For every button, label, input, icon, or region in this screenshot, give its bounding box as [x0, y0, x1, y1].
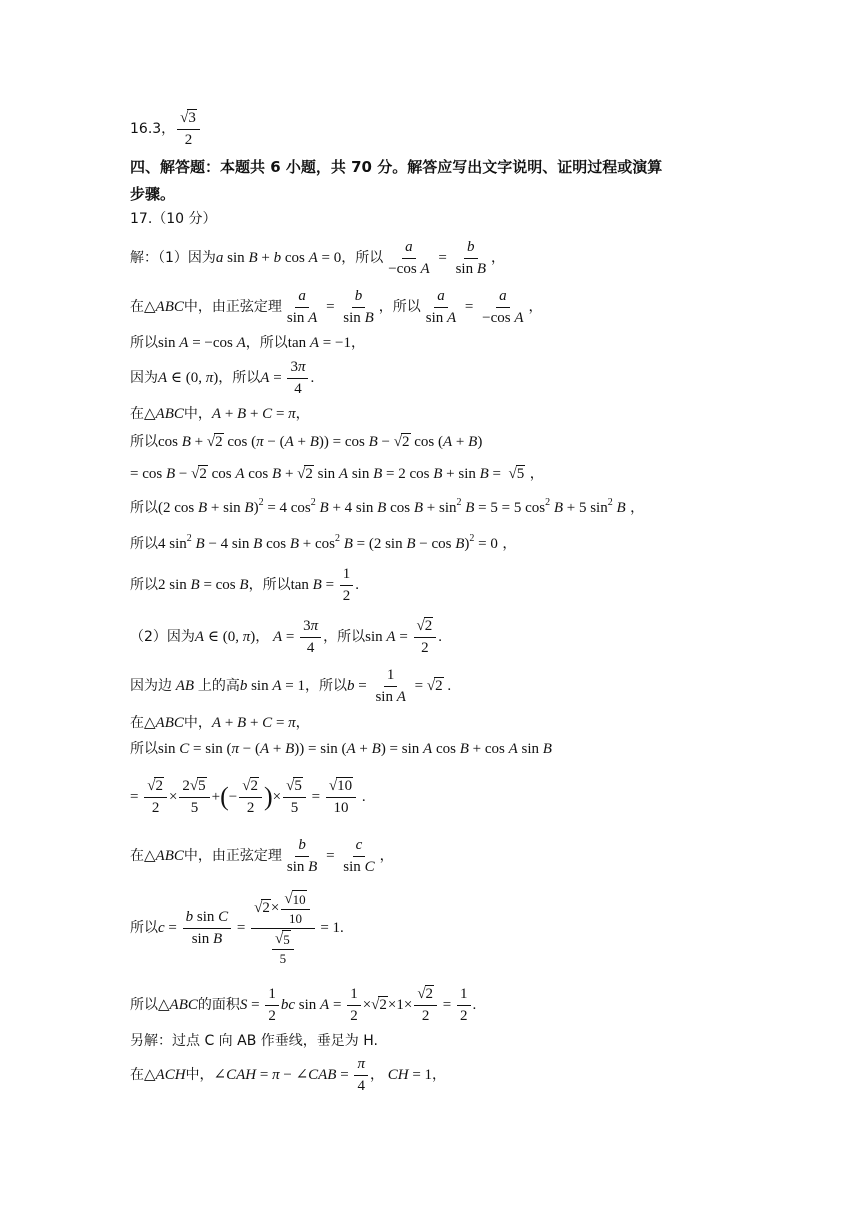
solution-line-5: 在 △ ABC 中， A + B + C = π ，: [130, 406, 310, 422]
section-heading: 四、解答题：本题共 6 小题，共 70 分。解答应写出文字说明、证明过程或演算: [130, 158, 663, 176]
alt-solution-line-2: 在 △ ACH 中， ∠ CAH = π − ∠ CAB = $\frac{\pi}{4}$ ， CH = 1 ，: [130, 1055, 447, 1094]
part2-line-2: 因为边 AB 上的高 b sin A = 1 ， 所以 b = $\frac{1}{\text{sin A}}$ = √ 2 .: [130, 666, 452, 705]
question-17-label: 17.（10 分）: [130, 211, 217, 227]
solution-line-7: = cos B − √ 2 cos A cos B + √ 2 sin A sin B = 2 cos B + sin B = √ 5 ，: [130, 466, 544, 482]
part2-line-5: = √ 2 2 × 2 √ 5 5 + ( − √ 2 2 ) × √ 5 5 = √ 10 10 .: [130, 777, 366, 816]
alt-solution-line-1: 另解：过点 C 向 AB 作垂线，垂足为 H.: [130, 1033, 378, 1049]
solution-line-9: 所以 4 $\sin^2$ B − 4 sin B cos B + $\cos^2$ B = (2 sin B − cos B )$^2$ = 0 ，: [130, 533, 517, 552]
answer-16: 16.3， √ 3 2: [130, 106, 202, 152]
solution-line-6: 所以 cos B + √ 2 cos ( π − ( A + B )) = cos B − √ 2 cos ( A + B ): [130, 434, 483, 450]
solution-line-10: 所以 2 sin B = cos B ， 所以 tan B = $\frac{1}{2}$ .: [130, 565, 360, 604]
solution-line-4: 因为 A ∈ (0, π ) ， 所以 A = $\frac{3\pi}{4}$ .: [130, 358, 315, 397]
compound-fraction: √ 2 × √ 10 10 √ 5 5: [251, 890, 314, 967]
part2-line-8: 所以 △ ABC 的面积 S = $\frac{1}{2}$ bc sin A = $\frac{1}{2}$ × √ 2 ×1× √ 2 2 = $\frac{1}{2}$ .: [130, 985, 477, 1024]
part2-line-4: 所以 sin C = sin ( π − ( A + B )) = sin ( A + B ) = sin A cos B + cos A sin B: [130, 741, 552, 757]
part2-line-1: （2）因为 A ∈ (0, π ) ， A = $\frac{3\pi}{4}$ ， 所以 sin A = √ 2 2 .: [130, 617, 443, 656]
part2-line-3: 在 △ ABC 中， A + B + C = π ，: [130, 715, 310, 731]
fraction: √ 3 2: [177, 109, 200, 150]
solution-line-2: 在 △ ABC 中，由正弦定理 $\frac{a}{\text{sin A}}$ = $\frac{b}{\text{sin B}}$ ， 所以 $\frac{a}{\text{sin A}}$ = $\frac{a}{\text{−cos A}}$ ，: [130, 287, 543, 326]
part2-line-6: 在 △ ABC 中，由正弦定理 $\frac{b}{\text{sin B}}$ = $\frac{c}{\text{sin C}}$ ，: [130, 836, 394, 875]
solution-line-3: 所以 sin A = −cos A ， 所以 tan A = −1 ，: [130, 335, 365, 351]
section-heading-cont: 步骤。: [130, 185, 176, 203]
solution-line-8: 所以 (2 cos B + sin B )$^2$ = 4 $\cos^2$ B + 4 sin B cos B + $\sin^2$ B = 5 = 5 $\cos^2$ B + 5 $\sin^2$ B ，: [130, 497, 645, 516]
solution-line-1: 解：（1）因为 a sin B + b cos A = 0 ， 所以 $\frac{a}{\text{−cos A}}$ = $\frac{b}{\text{sin B}}$ ，: [130, 238, 506, 277]
part2-line-7: 所以 c = $\frac{\text{b sin C}}{\text{sin B}}$ = √ 2 × √ 10 10 √ 5 5 = 1.: [130, 890, 344, 966]
